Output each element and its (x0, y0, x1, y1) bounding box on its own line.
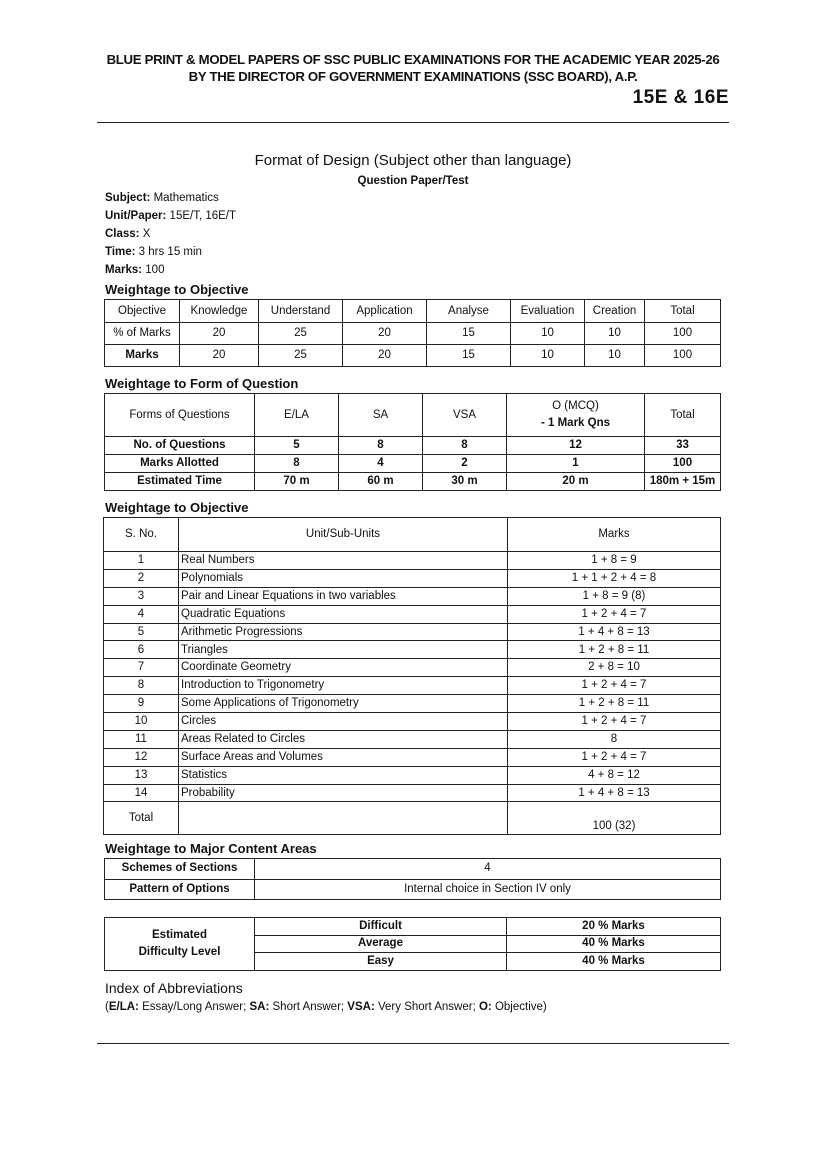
table-cell: Creation (585, 300, 645, 323)
table-row (104, 641, 721, 659)
section-heading-units: Weightage to Objective (105, 500, 249, 515)
table-cell: 10 (511, 345, 585, 367)
abbreviation-list: (E/LA: Essay/Long Answer; SA: Short Answer; VSA: Very Short Answer; O: Objective) (105, 1001, 547, 1013)
table-cell: 20 (180, 323, 259, 345)
table-cell: Total (104, 802, 179, 835)
table-cell: 20 m (507, 473, 645, 491)
table-row (105, 345, 721, 367)
table-cell: Marks (105, 345, 180, 367)
table-cell: Areas Related to Circles (179, 730, 508, 748)
table-cell: Marks (508, 518, 721, 552)
table-cell: S. No. (104, 518, 179, 552)
table-cell: 1 + 4 + 8 = 13 (508, 623, 721, 641)
table-cell: Polynomials (179, 569, 508, 587)
table-row (104, 677, 721, 695)
table-cell: 180m + 15m (645, 473, 721, 491)
table-cell: 1 + 4 + 8 = 13 (508, 784, 721, 802)
table-row (104, 518, 721, 552)
table-cell: Surface Areas and Volumes (179, 748, 508, 766)
content-table (104, 858, 721, 900)
abbr-key: E/LA: (108, 1001, 139, 1013)
objective-table (104, 299, 721, 367)
table-cell: 8 (423, 437, 507, 455)
table-cell: 1 + 8 = 9 (508, 552, 721, 570)
page-subtitle: Question Paper/Test (357, 175, 469, 187)
table-cell: Total (645, 394, 721, 437)
table-cell: 12 (104, 748, 179, 766)
mcq-line-2: - 1 Mark Qns (540, 417, 611, 429)
table-cell: 5 (104, 623, 179, 641)
table-cell: Easy (255, 953, 507, 971)
table-cell: 8 (104, 677, 179, 695)
table-cell: 9 (104, 695, 179, 713)
table-row (105, 300, 721, 323)
table-cell: 1 + 2 + 4 = 7 (508, 605, 721, 623)
table-cell: 1 + 2 + 4 = 7 (508, 748, 721, 766)
meta-value: 15E/T, 16E/T (169, 210, 237, 222)
table-cell: Pattern of Options (105, 879, 255, 900)
meta-time (105, 246, 202, 258)
table-cell: Unit/Sub-Units (179, 518, 508, 552)
table-row (105, 859, 721, 880)
abbr-value: Short Answer; (272, 1001, 345, 1013)
table-cell: Coordinate Geometry (179, 659, 508, 677)
table-cell: 2 + 8 = 10 (508, 659, 721, 677)
table-cell: Forms of Questions (105, 394, 255, 437)
table-row (105, 918, 721, 936)
section-heading-objective: Weightage to Objective (105, 282, 249, 297)
abbr-key: VSA: (347, 1001, 375, 1013)
table-cell: 10 (585, 345, 645, 367)
table-cell: 25 (259, 345, 343, 367)
table-cell: Schemes of Sections (105, 859, 255, 880)
table-cell: Arithmetic Progressions (179, 623, 508, 641)
meta-subject (105, 192, 219, 204)
table-row (105, 879, 721, 900)
meta-label: Class: (105, 228, 140, 240)
table-cell: 1 + 2 + 8 = 11 (508, 641, 721, 659)
table-row (104, 659, 721, 677)
table-cell: % of Marks (105, 323, 180, 345)
table-cell: 14 (104, 784, 179, 802)
table-cell: 60 m (339, 473, 423, 491)
difficulty-table (104, 917, 721, 971)
difficulty-label-line: Estimated (152, 928, 207, 941)
bottom-rule (97, 1043, 729, 1044)
meta-value: Mathematics (153, 192, 219, 204)
table-row (105, 323, 721, 345)
table-cell: 5 (255, 437, 339, 455)
meta-value: 3 hrs 15 min (138, 246, 202, 258)
header-line-2: BY THE DIRECTOR OF GOVERNMENT EXAMINATIONS (SSC BOARD), A.P. (188, 69, 638, 84)
difficulty-label (105, 918, 255, 971)
table-cell: 100 (645, 345, 721, 367)
table-row (104, 713, 721, 731)
table-row (104, 587, 721, 605)
table-row (104, 695, 721, 713)
top-rule (97, 122, 729, 123)
meta-unit (105, 210, 236, 222)
section-heading-content: Weightage to Major Content Areas (105, 841, 317, 856)
table-cell: Understand (259, 300, 343, 323)
table-cell: 2 (423, 455, 507, 473)
section-heading-form: Weightage to Form of Question (105, 376, 299, 391)
table-cell: 4 (255, 859, 721, 880)
table-cell: 13 (104, 766, 179, 784)
meta-value: X (142, 228, 151, 240)
table-row (105, 437, 721, 455)
table-cell: 4 (104, 605, 179, 623)
table-cell (179, 802, 508, 835)
table-cell: VSA (423, 394, 507, 437)
units-body (104, 552, 721, 802)
table-cell-mcq (507, 394, 645, 437)
table-cell: 20 % Marks (507, 918, 721, 936)
table-cell: 30 m (423, 473, 507, 491)
table-cell: 11 (104, 730, 179, 748)
table-cell: SA (339, 394, 423, 437)
header-line-1: BLUE PRINT & MODEL PAPERS OF SSC PUBLIC EXAMINATIONS FOR THE ACADEMIC YEAR 2025-26 (106, 52, 720, 67)
table-cell: 10 (585, 323, 645, 345)
meta-label: Time: (105, 246, 136, 258)
table-cell: Analyse (427, 300, 511, 323)
table-row (105, 473, 721, 491)
table-cell: 6 (104, 641, 179, 659)
table-cell: 8 (339, 437, 423, 455)
table-cell: 3 (104, 587, 179, 605)
table-cell: 70 m (255, 473, 339, 491)
table-row (105, 394, 721, 437)
table-cell: 1 + 2 + 4 = 7 (508, 677, 721, 695)
abbr-value: Very Short Answer; (377, 1001, 476, 1013)
table-row (104, 605, 721, 623)
table-cell: Estimated Time (105, 473, 255, 491)
abbr-key: O: (478, 1001, 492, 1013)
table-cell: 12 (507, 437, 645, 455)
mcq-line-1: O (MCQ) (552, 400, 599, 413)
table-cell: Introduction to Trigonometry (179, 677, 508, 695)
table-row (104, 552, 721, 570)
paper-code: 15E & 16E (632, 87, 729, 108)
table-cell: 10 (511, 323, 585, 345)
table-cell: Triangles (179, 641, 508, 659)
table-cell: 2 (104, 569, 179, 587)
table-cell: 1 + 1 + 2 + 4 = 8 (508, 569, 721, 587)
table-cell: Total (645, 300, 721, 323)
table-cell: 100 (32) (508, 802, 721, 835)
table-row (105, 455, 721, 473)
abbr-key: SA: (249, 1001, 270, 1013)
table-cell: Application (343, 300, 427, 323)
table-cell: 8 (508, 730, 721, 748)
table-cell: 40 % Marks (507, 953, 721, 971)
meta-label: Subject: (105, 192, 151, 204)
table-cell: Marks Allotted (105, 455, 255, 473)
table-cell: No. of Questions (105, 437, 255, 455)
table-cell: Pair and Linear Equations in two variables (179, 587, 508, 605)
table-cell: Some Applications of Trigonometry (179, 695, 508, 713)
table-row (104, 766, 721, 784)
table-cell: 1 + 8 = 9 (8) (508, 587, 721, 605)
table-cell: 40 % Marks (507, 935, 721, 953)
table-cell: 100 (645, 455, 721, 473)
table-cell: 15 (427, 345, 511, 367)
section-heading-abbr: Index of Abbreviations (105, 980, 243, 996)
table-row-total (104, 802, 721, 835)
table-cell: 8 (255, 455, 339, 473)
table-cell: 1 (507, 455, 645, 473)
table-cell: Average (255, 935, 507, 953)
page-title: Format of Design (Subject other than language) (254, 152, 572, 169)
table-cell: 1 + 2 + 8 = 11 (508, 695, 721, 713)
table-cell: 10 (104, 713, 179, 731)
form-table (104, 393, 721, 491)
meta-label: Unit/Paper: (105, 210, 167, 222)
table-cell: E/LA (255, 394, 339, 437)
table-cell: 4 (339, 455, 423, 473)
abbr-value: Essay/Long Answer; (142, 1001, 247, 1013)
difficulty-label-line: Difficulty Level (138, 945, 221, 958)
table-cell: Evaluation (511, 300, 585, 323)
table-cell: Difficult (255, 918, 507, 936)
meta-class (105, 228, 150, 240)
abbr-value: Objective) (494, 1001, 547, 1013)
meta-marks (105, 264, 164, 276)
table-cell: 1 + 2 + 4 = 7 (508, 713, 721, 731)
table-cell: Probability (179, 784, 508, 802)
table-cell: 33 (645, 437, 721, 455)
table-cell: Knowledge (180, 300, 259, 323)
table-cell: Statistics (179, 766, 508, 784)
table-cell: Circles (179, 713, 508, 731)
table-cell: 100 (645, 323, 721, 345)
table-row (104, 748, 721, 766)
table-cell: 15 (427, 323, 511, 345)
table-cell: 4 + 8 = 12 (508, 766, 721, 784)
units-table (103, 517, 721, 835)
table-cell: 20 (180, 345, 259, 367)
table-cell: Real Numbers (179, 552, 508, 570)
table-row (104, 784, 721, 802)
table-row (104, 730, 721, 748)
table-row (104, 569, 721, 587)
table-cell: Objective (105, 300, 180, 323)
table-cell: 20 (343, 323, 427, 345)
table-cell: 7 (104, 659, 179, 677)
meta-label: Marks: (105, 264, 143, 276)
table-cell: Quadratic Equations (179, 605, 508, 623)
table-cell: 25 (259, 323, 343, 345)
table-cell: Internal choice in Section IV only (255, 879, 721, 900)
table-row (104, 623, 721, 641)
table-cell: 20 (343, 345, 427, 367)
table-cell: 1 (104, 552, 179, 570)
meta-value: 100 (145, 264, 165, 276)
